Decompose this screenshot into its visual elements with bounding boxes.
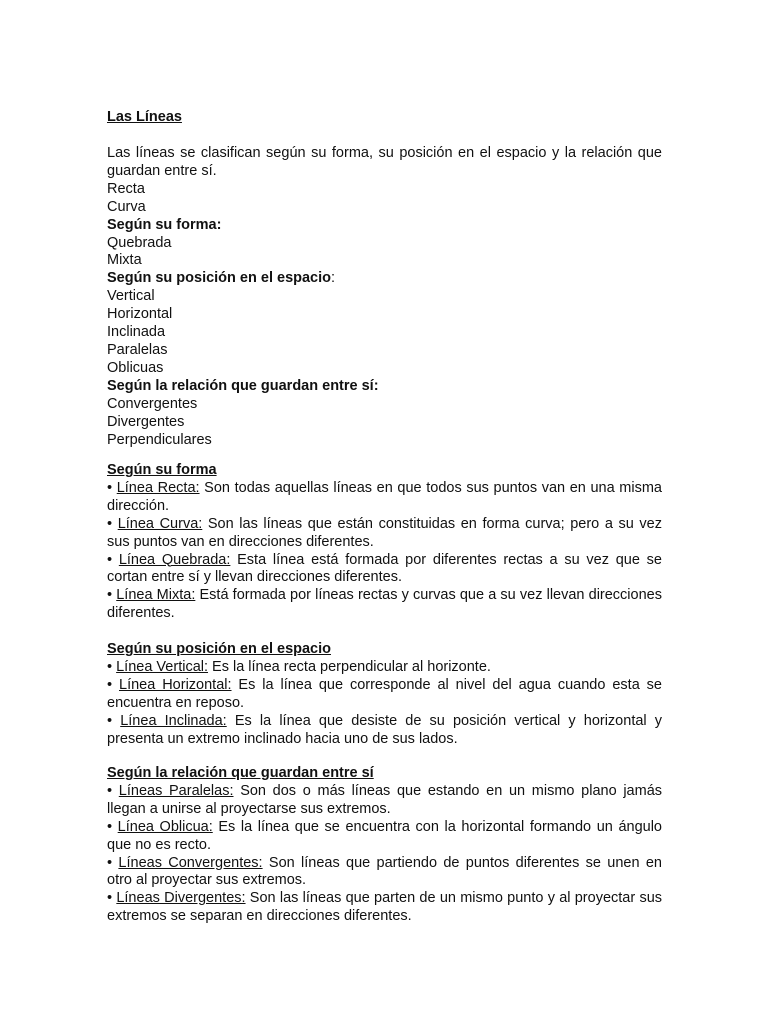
list-item-divergentes: Divergentes (107, 413, 185, 430)
section-forma (107, 462, 662, 623)
page-title: Las Líneas (107, 109, 182, 125)
list-item-oblicuas: Oblicuas (107, 359, 164, 376)
definition-term: Líneas Convergentes: (118, 854, 263, 871)
definition-item (107, 480, 662, 516)
definition-term: Línea Vertical: (116, 658, 209, 675)
section-heading: Según su posición en el espacio (107, 641, 331, 657)
definition-text: Son todas aquellas líneas en que todos sus puntos van en una misma dirección. (107, 479, 662, 514)
definition-term: Líneas Paralelas: (118, 782, 234, 799)
definition-term: Líneas Divergentes: (116, 890, 246, 907)
label-segun-forma: Según su forma: (107, 216, 222, 233)
definition-term: Línea Inclinada: (120, 712, 227, 729)
list-item-horizontal: Horizontal (107, 306, 173, 323)
section-heading: Según la relación que guardan entre sí (107, 765, 374, 781)
definition-text: Esta línea está formada por diferentes rectas a su vez que se cortan entre sí y llevan direcciones diferentes. (107, 551, 662, 586)
definition-item (107, 659, 662, 677)
list-item-curva: Curva (107, 198, 146, 215)
definition-text: Son las líneas que parten de un mismo punto y al proyectar sus extremos se separan en direcciones diferentes. (107, 890, 663, 925)
definition-text: Son dos o más líneas que estando en un mismo plano jamás llegan a unirse al proyectarse sus extremos. (107, 782, 663, 817)
definition-term: Línea Mixta: (116, 587, 196, 604)
label-segun-relacion: Según la relación que guardan entre sí: (107, 377, 379, 394)
label-segun-posicion-text: Según su posición en el espacio (107, 270, 331, 287)
intro-paragraph: Las líneas se clasifican según su forma, su posición en el espacio y la relación que guardan entre sí. (107, 145, 662, 179)
label-segun-posicion (107, 270, 662, 288)
definition-term: Línea Quebrada: (118, 551, 231, 568)
section-relacion (107, 765, 662, 926)
bullet: • (107, 479, 113, 496)
definition-term: Línea Horizontal: (119, 676, 232, 693)
definition-term: Línea Recta: (116, 479, 200, 496)
list-item-mixta: Mixta (107, 252, 142, 269)
intro-block (107, 145, 662, 449)
definition-text: Es la línea recta perpendicular al horizonte. (208, 658, 491, 675)
list-item-quebrada: Quebrada (107, 234, 172, 251)
definition-item (107, 516, 662, 552)
definition-item (107, 552, 662, 588)
list-item-convergentes: Convergentes (107, 395, 198, 412)
list-item-paralelas: Paralelas (107, 341, 168, 358)
list-item-perpendiculares: Perpendiculares (107, 431, 212, 448)
bullet: • (107, 658, 113, 675)
bullet: • (107, 782, 113, 799)
bullet: • (107, 515, 113, 532)
definition-text: Son las líneas que están constituidas en forma curva; pero a su vez sus puntos van en direcciones diferentes. (107, 515, 662, 550)
definition-item (107, 819, 662, 855)
bullet: • (107, 676, 113, 693)
definition-item (107, 783, 662, 819)
section-heading: Según su forma (107, 462, 217, 478)
bullet: • (107, 712, 113, 729)
definition-text: Está formada por líneas rectas y curvas que a su vez llevan direcciones diferentes. (107, 587, 662, 622)
definition-text: Es la línea que desiste de su posición vertical y horizontal y presenta un extremo inclinado hacia uno de sus lados. (107, 712, 663, 747)
definition-text: Son líneas que partiendo de puntos diferentes se unen en otro al proyectar sus extremos. (107, 854, 662, 889)
bullet: • (107, 818, 113, 835)
definition-item (107, 677, 662, 713)
list-item-recta: Recta (107, 180, 145, 197)
bullet: • (107, 854, 113, 871)
definition-text: Es la línea que se encuentra con la horizontal formando un ángulo que no es recto. (107, 818, 662, 853)
definition-item (107, 713, 662, 749)
definition-text: Es la línea que corresponde al nivel del agua cuando esta se encuentra en reposo. (107, 676, 662, 711)
list-item-inclinada: Inclinada (107, 324, 166, 341)
section-posicion (107, 641, 662, 748)
bullet: • (107, 587, 113, 604)
definition-term: Línea Oblicua: (117, 818, 213, 835)
definition-item (107, 855, 662, 891)
list-item-vertical: Vertical (107, 288, 155, 305)
definition-item (107, 890, 662, 926)
definition-item (107, 587, 662, 623)
bullet: • (107, 551, 113, 568)
definition-term: Línea Curva: (117, 515, 203, 532)
bullet: • (107, 890, 113, 907)
label-colon: : (331, 270, 336, 287)
